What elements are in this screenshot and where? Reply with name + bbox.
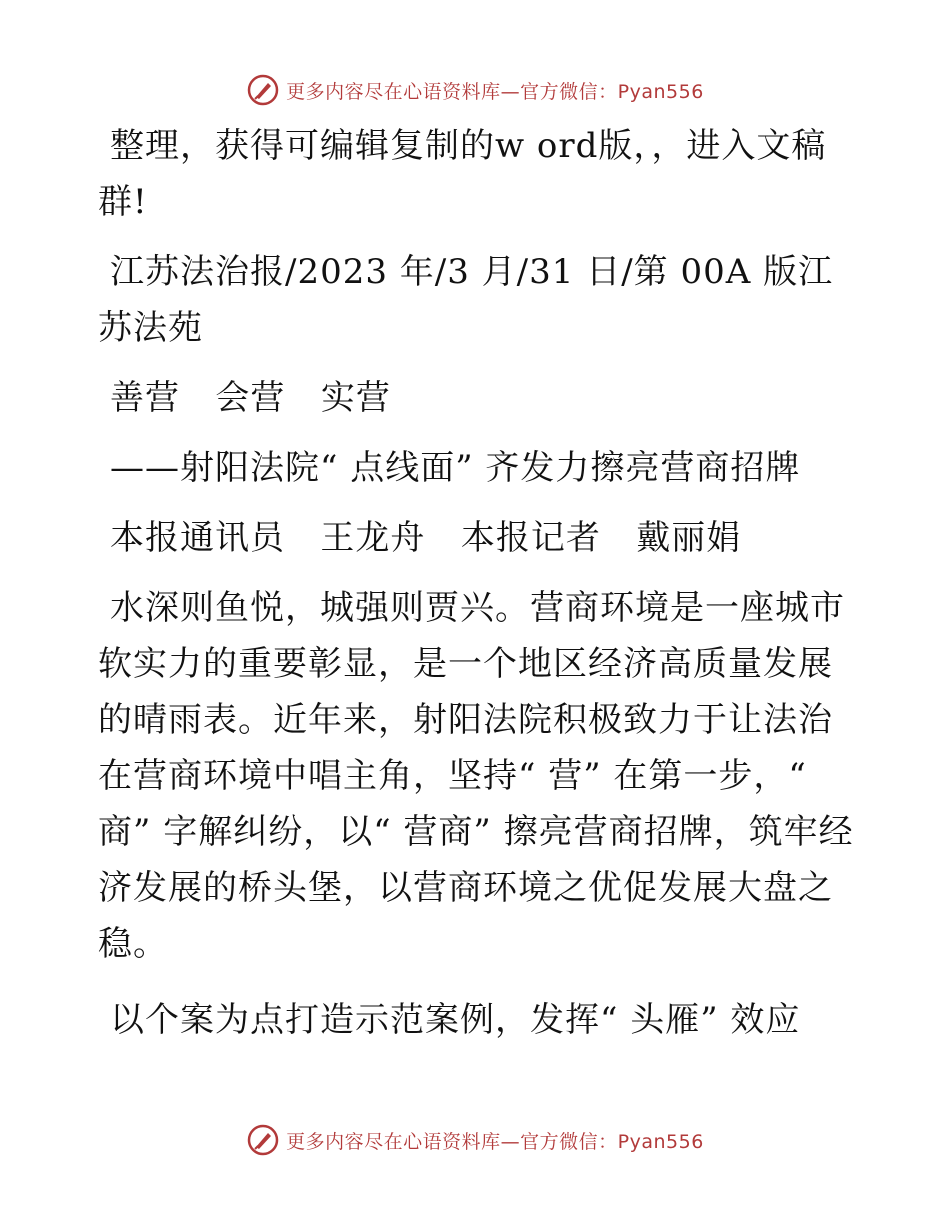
- article-byline: 本报通讯员 王龙舟 本报记者 戴丽娟: [110, 518, 742, 558]
- watermark-text: 更多内容尽在心语资料库—官方微信：Pyan556: [286, 80, 704, 103]
- quill-logo-icon: [246, 73, 280, 107]
- quill-logo-icon: [246, 1123, 280, 1157]
- watermark-text: 更多内容尽在心语资料库—官方微信：Pyan556: [286, 1130, 704, 1153]
- section-heading: 以个案为点打造示范案例，发挥“ 头雁” 效应: [110, 1000, 801, 1040]
- paragraph-intro-note: 整理，获得可编辑复制的w ord版，，进入文稿群!: [98, 126, 827, 222]
- paragraph-lead: 水深则鱼悦，城强则贾兴。营商环境是一座城市软实力的重要彰显，是一个地区经济高质量发展的晴雨表。近年来，射阳法院积极致力于让法治在营商环境中唱主角，坚持“ 营” 在第一步，“ 商” 字解纠纷，以“ 营商” 擦亮营商招牌，筑牢经济发展的桥头堡，以营商环境之优促发展大盘之稳。: [98, 588, 854, 964]
- paragraph-source-line: 江苏法治报/2023 年/3 月/31 日/第 00A 版江苏法苑: [98, 252, 834, 348]
- article-subtitle: ——射阳法院“ 点线面” 齐发力擦亮营商招牌: [110, 448, 801, 488]
- document-body: [98, 118, 858, 1062]
- header-watermark-banner: [0, 70, 950, 110]
- article-title: 善营 会营 实营: [110, 378, 391, 418]
- footer-watermark-banner: [0, 1120, 950, 1160]
